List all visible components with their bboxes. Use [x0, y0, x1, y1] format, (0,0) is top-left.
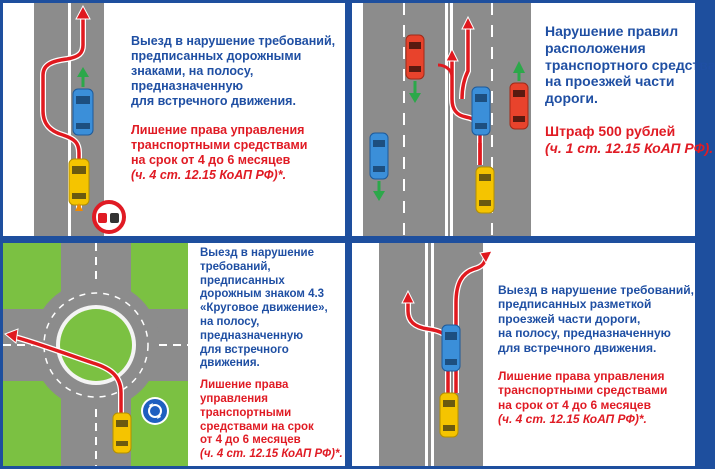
penalty-text: Лишение права управления транспортными средствами на срок от 4 до 6 месяцев (ч. 4 ст. 12.15 КоАП РФ)*. [498, 369, 694, 427]
law-reference: (ч. 4 ст. 12.15 КоАП РФ)*. [131, 168, 287, 182]
panel-vehicle-position [352, 3, 715, 236]
no-overtaking-sign-icon [94, 202, 124, 232]
penalty-text: Лишение права управления транспортными средствами на срок от 4 до 6 месяцев (ч. 4 ст. 12.15 КоАП РФ)*. [131, 123, 335, 183]
description-text: Выезд в нарушение требований, предписанных дорожным знаком 4.3 «Круговое движение», на полосу, предназначенную для встречного движения. [200, 247, 328, 370]
penalty-text: Штраф 500 рублей (ч. 1 ст. 12.15 КоАП РФ). [545, 123, 715, 157]
description-text: Выезд в нарушение требований, предписанных разметкой проезжей части дороги, на полосу, предназначенную для встречного движения. [498, 283, 694, 355]
law-reference: (ч. 1 ст. 12.15 КоАП РФ). [545, 139, 714, 156]
description-text: Нарушение правил расположения транспортного средства на проезжей части дороги. [545, 23, 715, 107]
penalty-text: Лишение права управления транспортными средствами на срок от 4 до 6 месяцев (ч. 4 ст. 12.15 КоАП РФ)*. [200, 379, 343, 461]
panel-oncoming-by-markings [352, 243, 695, 466]
law-reference: (ч. 4 ст. 12.15 КоАП РФ)*. [498, 412, 647, 427]
panel-oncoming-by-signs [3, 3, 345, 236]
description-text: Выезд в нарушение требований, предписанных дорожными знаками, на полосу, предназначенную для встречного движения. [131, 34, 336, 108]
law-reference: (ч. 4 ст. 12.15 КоАП РФ)*. [200, 448, 343, 461]
roundabout-sign-icon [141, 397, 169, 425]
panel-roundabout [3, 243, 345, 466]
